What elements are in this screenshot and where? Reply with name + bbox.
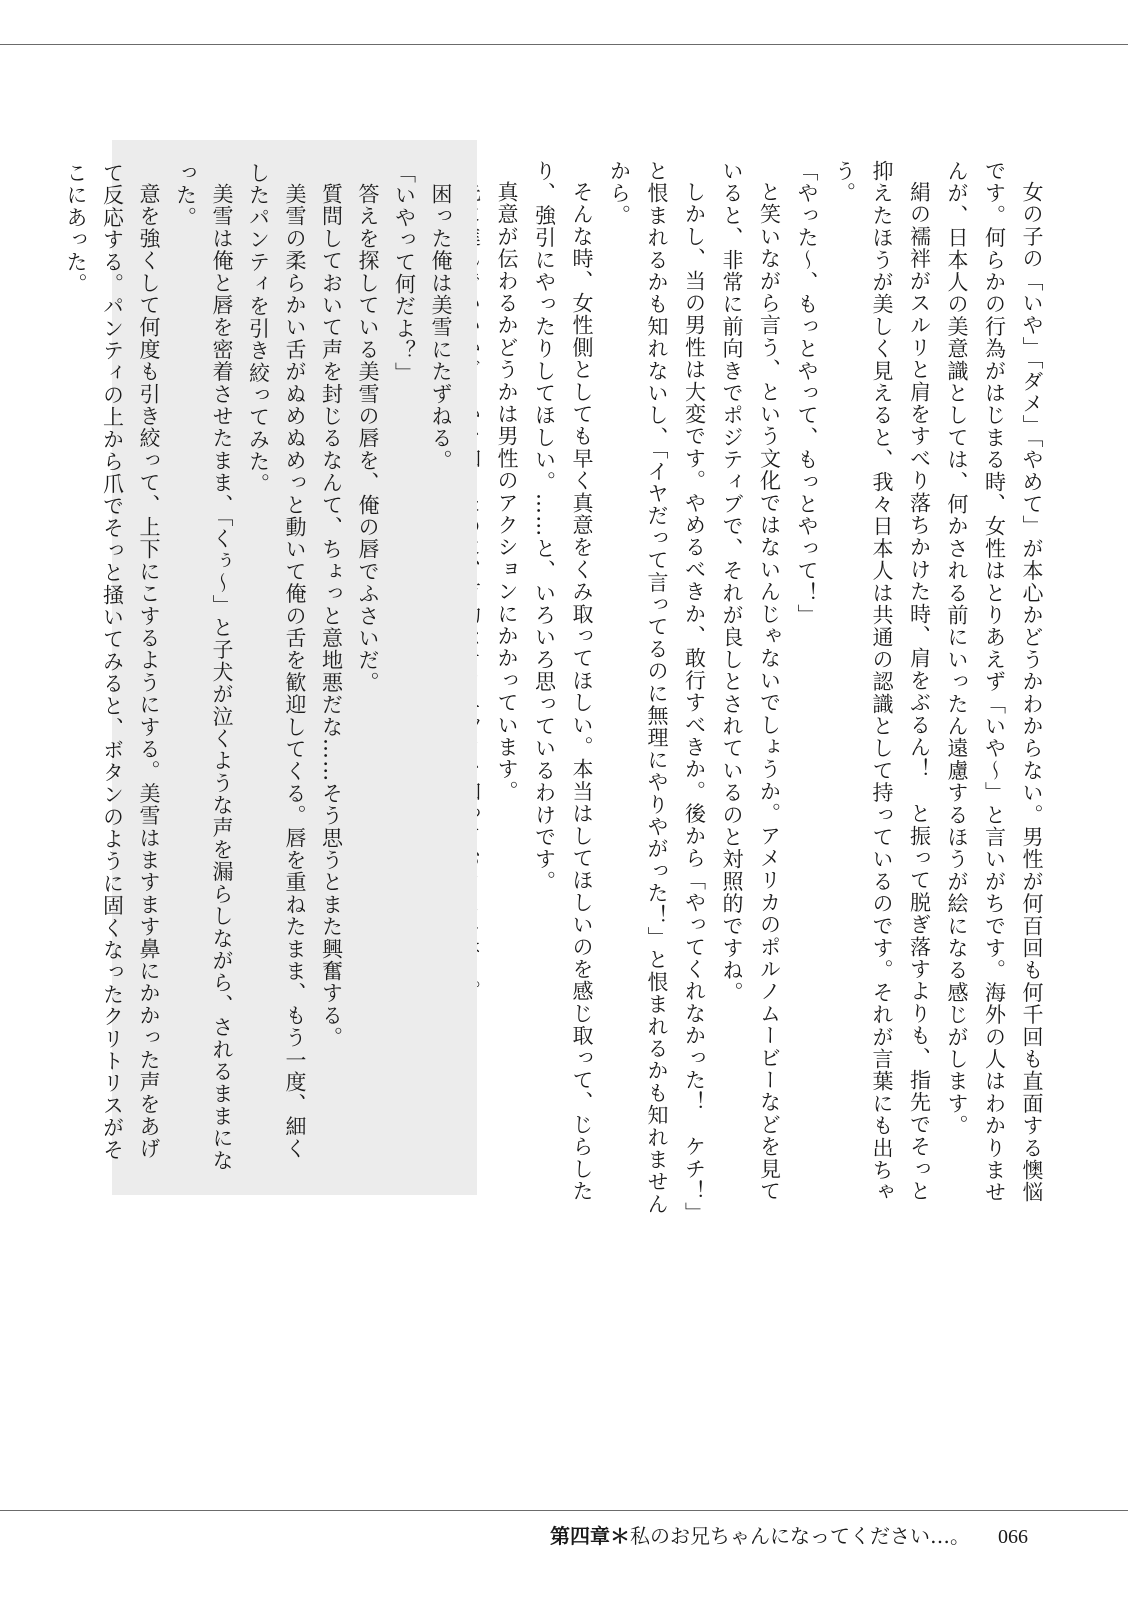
sidebar-paragraph: 意を強くして何度も引き絞って、上下にこするようにする。美雪はますます鼻にかかった声をあげて反応する。パンティの上から爪でそっと掻いてみると、ボタンのように固くなったクリトリスがそこにあった。 bbox=[64, 162, 161, 1161]
chapter-subtitle: 私のお兄ちゃんになってください…。 bbox=[630, 1524, 970, 1548]
sidebar-paragraph: 質問しておいて声を封じるなんて、ちょっと意地悪だな……そう思うとまた興奮する。 bbox=[319, 183, 344, 1049]
sidebar-paragraph: 美雪の柔らかい舌がぬめぬめっと動いて俺の舌を歓迎してくる。唇を重ねたまま、もう一度、細くしたパンティを引き絞ってみた。 bbox=[246, 162, 307, 1160]
sidebar-text bbox=[64, 162, 459, 1177]
story-sidebar bbox=[64, 140, 477, 1195]
chapter-label: 第四章＊ bbox=[550, 1524, 630, 1548]
paragraph: 真意が伝わるかどうかは男性のアクションにかかっています。 bbox=[495, 181, 519, 803]
sidebar-paragraph: 答えを探している美雪の唇を、俺の唇でふさいだ。 bbox=[356, 183, 380, 694]
sidebar-paragraph: 困った俺は美雪にたずねる。 bbox=[429, 183, 453, 472]
main-body-text bbox=[495, 160, 1050, 1220]
paragraph-quote: 「やった〜、もっとやって、もっとやって！」 bbox=[795, 160, 819, 627]
sidebar-paragraph: 美雪は俺と唇を密着させたまま、「くぅ〜」と子犬が泣くような声を漏らしながら、されるままになった。 bbox=[173, 162, 234, 1172]
top-rule bbox=[0, 44, 1128, 45]
paragraph: そんな時、女性側としても早く真意をくみ取ってほしい。本当はしてほしいのを感じ取って、じらしたり、強引にやったりしてほしい。……と、いろいろ思っているわけです。 bbox=[532, 160, 594, 1203]
paragraph: 女の子の「いや」「ダメ」「やめて」が本心かどうかわからない。男性が何百回も何千回も直面する懊悩です。何らかの行為がはじまる時、女性はとりあえず「いや〜」と言いがちです。海外の人はわかりませんが、日本人の美意識としては、何かされる前にいったん遠慮するほうが絵になる感じがします。 bbox=[945, 160, 1044, 1204]
page-number: 066 bbox=[998, 1526, 1028, 1548]
paragraph: しかし、当の男性は大変です。やめるべきか、敢行すべきか。後から「やってくれなかった！ ケチ！」と恨まれるかも知れないし、「イヤだって言ってるのに無理にやりやがった！」と恨まれるかも知れませんから。 bbox=[607, 160, 707, 1216]
sidebar-paragraph-quote: 「いやって何だよ？」 bbox=[392, 162, 417, 384]
bottom-rule bbox=[0, 1510, 1128, 1511]
running-footer bbox=[550, 1520, 1028, 1549]
paragraph: と笑いながら言う、という文化ではないんじゃないでしょうか。アメリカのポルノムービーなどを見ていると、非常に前向きでポジティブで、それが良しとされているのと対照的ですね。 bbox=[720, 160, 782, 1203]
paragraph: 絹の襦袢がスルリと肩をすべり落ちかけた時、肩をぶるん！ と振って脱ぎ落すよりも、指先でそっと抑えたほうが美しく見えると、我々日本人は共通の認識として持っているのです。それが言葉にも出ちゃう。 bbox=[832, 160, 932, 1204]
